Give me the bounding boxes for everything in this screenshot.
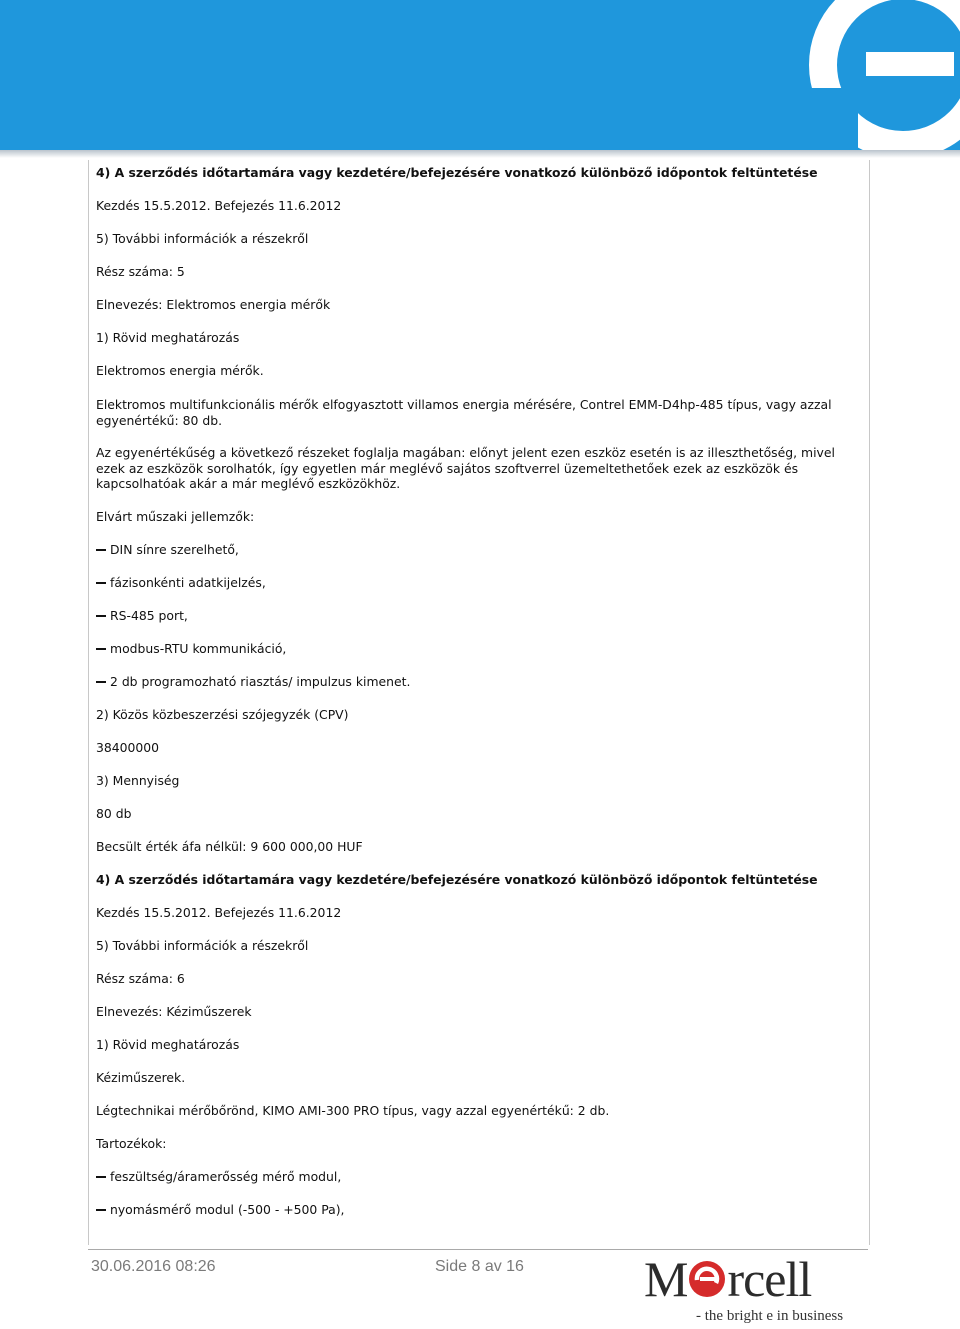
footer-page-number: Side 8 av 16 (435, 1258, 524, 1275)
dash-bullet-icon (96, 582, 106, 584)
document-body (88, 160, 870, 1245)
part-name: Elnevezés: Kéziműszerek (96, 1004, 252, 1019)
description-paragraph: Elektromos multifunkcionális mérők elfogyasztott villamos energia mérésére, Contrel EMM-D4hp-485 típus, vagy azzal egyenértékű: 80 db. (96, 397, 832, 428)
list-item (96, 1202, 345, 1218)
red-e-logo-icon (688, 1260, 726, 1298)
dates-text: Kezdés 15.5.2012. Befejezés 11.6.2012 (96, 198, 342, 213)
description-text: Elektromos energia mérők. (96, 363, 264, 378)
list-item-text: feszültség/áramerősség mérő modul, (110, 1169, 342, 1184)
section-heading: 1) Rövid meghatározás (96, 1037, 240, 1052)
accessories-label: Tartozékok: (96, 1136, 167, 1151)
list-item-text: modbus-RTU kommunikáció, (110, 641, 287, 656)
e-logo-icon (808, 0, 960, 152)
brand-name: M rcell (644, 1251, 812, 1307)
section-heading: 1) Rövid meghatározás (96, 330, 240, 345)
section-heading: 4) A szerződés időtartamára vagy kezdetére/befejezésére vonatkozó különböző időpontok feltüntetése (96, 165, 818, 180)
section-heading: 5) További információk a részekről (96, 231, 309, 246)
list-item (96, 1169, 341, 1185)
header-banner (0, 0, 960, 152)
header-shadow (0, 150, 960, 158)
quantity-text: 80 db (96, 806, 132, 821)
section-heading: 3) Mennyiség (96, 773, 180, 788)
part-number: Rész száma: 6 (96, 971, 185, 986)
list-item (96, 641, 286, 657)
dash-bullet-icon (96, 681, 106, 683)
dash-bullet-icon (96, 549, 106, 551)
dates-text: Kezdés 15.5.2012. Befejezés 11.6.2012 (96, 905, 342, 920)
list-item (96, 575, 266, 591)
description-text: Kéziműszerek. (96, 1070, 186, 1085)
section-heading: 4) A szerződés időtartamára vagy kezdetére/befejezésére vonatkozó különböző időpontok feltüntetése (96, 872, 818, 887)
section-heading: 5) További információk a részekről (96, 938, 309, 953)
list-item-text: DIN sínre szerelhető, (110, 542, 239, 557)
list-item-text: RS-485 port, (110, 608, 188, 623)
dash-bullet-icon (96, 1176, 106, 1178)
list-item-text: fázisonkénti adatkijelzés, (110, 575, 266, 590)
list-item (96, 542, 239, 558)
list-item (96, 608, 188, 624)
cpv-code: 38400000 (96, 740, 160, 755)
dash-bullet-icon (96, 615, 106, 617)
description-text: Légtechnikai mérőbőrönd, KIMO AMI-300 PRO típus, vagy azzal egyenértékű: 2 db. (96, 1103, 610, 1118)
specs-label: Elvárt műszaki jellemzők: (96, 509, 255, 524)
section-heading: 2) Közös közbeszerzési szójegyzék (CPV) (96, 707, 349, 722)
list-item (96, 674, 410, 690)
part-number: Rész száma: 5 (96, 264, 185, 279)
footer-datetime: 30.06.2016 08:26 (91, 1258, 216, 1275)
estimated-value: Becsült érték áfa nélkül: 9 600 000,00 HUF (96, 839, 363, 854)
brand-tagline: - the bright e in business (696, 1308, 844, 1324)
list-item-text: 2 db programozható riasztás/ impulzus kimenet. (110, 674, 411, 689)
list-item-text: nyomásmérő modul (-500 - +500 Pa), (110, 1202, 345, 1217)
equivalence-paragraph: Az egyenértékűség a következő részeket foglalja magában: előnyt jelent ezen eszköz esetén is az illeszthetőség, mivel ezek az eszközök sorolhatók, így egyetlen már meglévő sajátos szoftverrel üzemeltethetőek ezek az eszközök és kapcsolhatóak akár a már meglévő eszközökhöz. (96, 445, 835, 492)
dash-bullet-icon (96, 1209, 106, 1211)
dash-bullet-icon (96, 648, 106, 650)
marcell-logo (640, 1250, 880, 1329)
part-name: Elnevezés: Elektromos energia mérők (96, 297, 331, 312)
